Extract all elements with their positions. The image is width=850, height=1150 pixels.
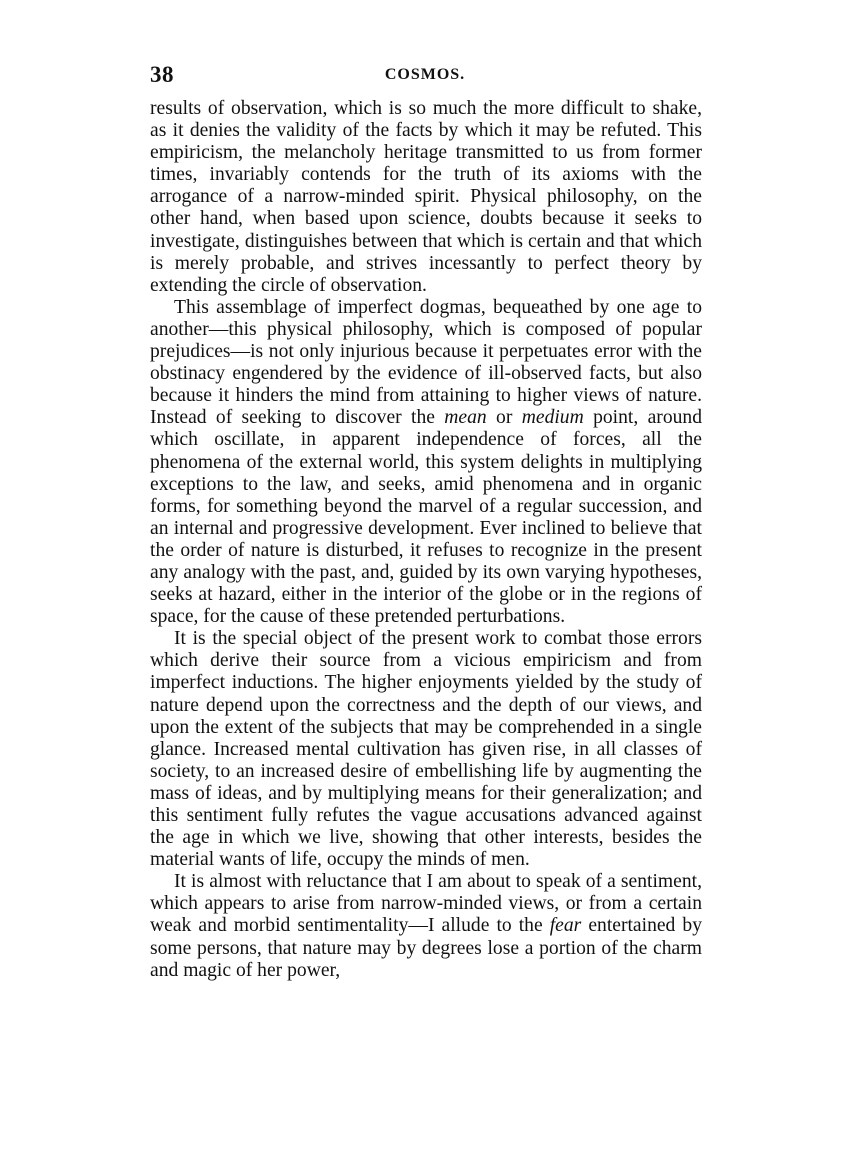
page-header (150, 62, 700, 92)
body-text (150, 98, 702, 982)
text-segment: results of observation, which is so much the more difficult to shake, as it denies the validity of the facts by which it may be refuted. This empiricism, the melancholy heritage transmitted to us from former times, invariably contends for the truth of its axioms with the arrogance of a narrow-minded spirit. Physical philosophy, on the other hand, when based upon science, doubts because it seeks to investigate, distinguishes between that which is certain and that which is merely probable, and strives incessantly to perfect theory by extending the circle of observation. (150, 98, 702, 296)
text-segment: or (486, 407, 522, 429)
text-segment: It is the special object of the present work to combat those errors which derive their source from a vicious empiricism and from imperfect inductions. The higher enjoyments yielded by the study of nature depend upon the correctness and the depth of our views, and upon the extent of the subjects that may be comprehended in a single glance. Increased mental cultivation has given rise, in all classes of society, to an increased desire of embellishing life by augmenting the mass of ideas, and by multiplying means for their generalization; and this sentiment fully refutes the vague accusations advanced against the age in which we live, showing that other interests, besides the material wants of life, occupy the minds of men. (150, 628, 702, 871)
text-segment: This assemblage of imperfect dogmas, bequeathed by one age to another—this physical philosophy, which is composed of popular prejudices—is not only injurious because it perpetuates error with the obstinacy engendered by the evidence of ill-observed facts, but also because it hinders the mind from attaining to higher views of nature. Instead of seeking to discover the (150, 296, 702, 429)
text-segment: point, around which oscillate, in apparent independence of forces, all the phenomena of the external world, this system delights in multiplying exceptions to the law, and seeks, amid phenomena and in organic forms, for something beyond the marvel of a regular succession, and an internal and progressive development. Ever inclined to believe that the order of nature is disturbed, it refuses to recognize in the present any analogy with the past, and, guided by its own varying hypotheses, seeks at hazard, either in the interior of the globe or in the regions of space, for the cause of these pretended perturbations. (150, 407, 703, 628)
italic-term-mean: mean (444, 407, 487, 429)
text-segment: entertained by some persons, that nature may by degrees lose a portion of the charm and magic of her power, (150, 915, 702, 981)
running-head: COSMOS. (384, 66, 466, 83)
italic-term-medium: medium (521, 407, 584, 429)
page-number: 38 (150, 62, 174, 87)
paragraph (150, 628, 702, 871)
italic-term-fear: fear (549, 915, 582, 937)
text-segment: It is almost with reluctance that I am about to speak of a sentiment, which appears to arise from narrow-minded views, or from a certain weak and morbid sentimentality—I allude to the (150, 871, 702, 937)
paragraph (150, 98, 702, 297)
paragraph (150, 297, 702, 628)
paragraph (150, 871, 702, 981)
